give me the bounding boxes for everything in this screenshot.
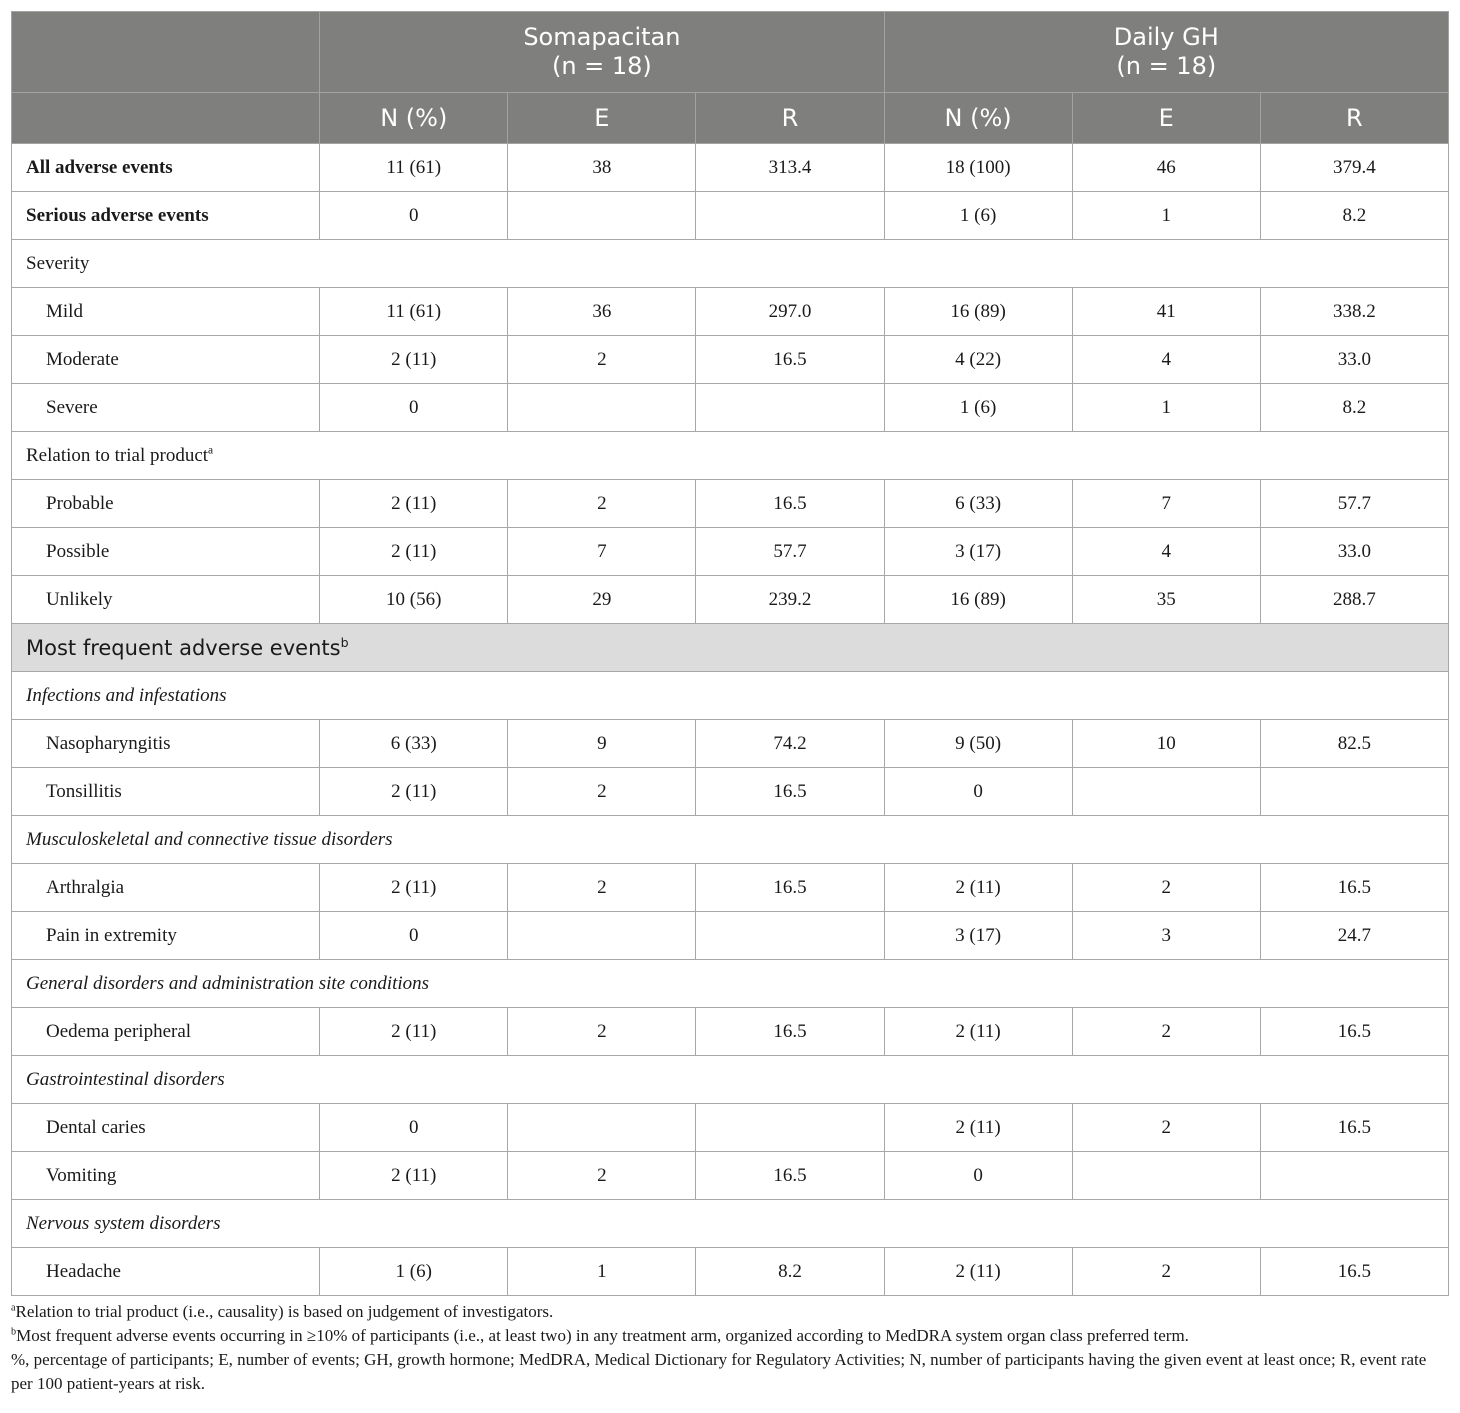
row-label-text: Tonsillitis — [46, 780, 122, 802]
table-cell: 6 (33) — [884, 480, 1072, 528]
footnote — [11, 1300, 1449, 1324]
row-label-text: Mild — [46, 300, 83, 322]
row-label — [12, 144, 320, 192]
table-cell: 0 — [884, 768, 1072, 816]
footnote — [11, 1324, 1449, 1348]
group-n: (n = 18) — [1116, 52, 1217, 80]
table-row — [12, 432, 1449, 480]
table-cell: 338.2 — [1260, 288, 1448, 336]
row-label — [12, 768, 320, 816]
table-footnotes — [11, 1300, 1449, 1396]
row-label — [12, 432, 1449, 480]
row-label — [12, 1056, 1449, 1104]
table-cell — [1260, 1152, 1448, 1200]
column-header: N (%) — [320, 93, 508, 144]
group-name: Somapacitan — [523, 23, 681, 51]
table-cell: 24.7 — [1260, 912, 1448, 960]
column-header-row — [12, 93, 1449, 144]
table-row — [12, 1152, 1449, 1200]
column-header: N (%) — [884, 93, 1072, 144]
table-row — [12, 864, 1449, 912]
table-row — [12, 768, 1449, 816]
row-label — [12, 816, 1449, 864]
table-cell: 2 (11) — [884, 1104, 1072, 1152]
table-cell: 16 (89) — [884, 288, 1072, 336]
table-row — [12, 672, 1449, 720]
row-label-text: Pain in extremity — [46, 924, 177, 946]
table-row — [12, 384, 1449, 432]
table-cell: 2 (11) — [884, 1008, 1072, 1056]
table-cell: 2 (11) — [320, 864, 508, 912]
table-cell: 16.5 — [696, 480, 884, 528]
row-label-text: Moderate — [46, 348, 119, 370]
table-cell: 2 — [508, 768, 696, 816]
table-row — [12, 192, 1449, 240]
table-cell: 0 — [320, 1104, 508, 1152]
row-label — [12, 240, 1449, 288]
column-header: E — [1072, 93, 1260, 144]
row-label — [12, 192, 320, 240]
column-header: R — [1260, 93, 1448, 144]
table-cell: 2 — [508, 1008, 696, 1056]
table-cell — [1072, 768, 1260, 816]
table-cell — [696, 1104, 884, 1152]
table-row — [12, 1200, 1449, 1248]
table-cell: 9 (50) — [884, 720, 1072, 768]
table-cell: 2 (11) — [320, 528, 508, 576]
table-cell: 1 — [1072, 192, 1260, 240]
table-row — [12, 336, 1449, 384]
table-cell: 2 — [508, 336, 696, 384]
table-cell: 0 — [884, 1152, 1072, 1200]
table-row — [12, 144, 1449, 192]
row-label — [12, 528, 320, 576]
table-row — [12, 960, 1449, 1008]
table-cell: 16.5 — [1260, 1248, 1448, 1296]
table-cell: 2 (11) — [320, 1152, 508, 1200]
table-cell: 11 (61) — [320, 288, 508, 336]
row-label-text: Possible — [46, 540, 110, 562]
table-row — [12, 528, 1449, 576]
table-cell: 3 (17) — [884, 912, 1072, 960]
footnote-marker: a — [208, 444, 214, 457]
row-label — [12, 624, 1449, 672]
group-n: (n = 18) — [551, 52, 652, 80]
table-cell: 16.5 — [696, 1008, 884, 1056]
footnote — [11, 1348, 1449, 1396]
row-label-text: Severe — [46, 396, 98, 418]
row-label-text: Oedema peripheral — [46, 1020, 192, 1042]
row-label — [12, 864, 320, 912]
table-cell — [696, 384, 884, 432]
table-cell: 29 — [508, 576, 696, 624]
row-label — [12, 576, 320, 624]
table-cell: 1 (6) — [320, 1248, 508, 1296]
table-cell: 46 — [1072, 144, 1260, 192]
table-cell: 2 (11) — [320, 768, 508, 816]
table-cell — [508, 384, 696, 432]
table-cell: 2 — [1072, 1248, 1260, 1296]
row-label — [12, 720, 320, 768]
column-header: E — [508, 93, 696, 144]
table-cell: 8.2 — [696, 1248, 884, 1296]
row-label-text: Relation to trial product — [26, 444, 209, 466]
row-label — [12, 1200, 1449, 1248]
row-label — [12, 1104, 320, 1152]
table-cell — [696, 192, 884, 240]
table-cell: 7 — [508, 528, 696, 576]
row-label-text: Most frequent adverse events — [26, 635, 341, 660]
table-cell: 1 — [508, 1248, 696, 1296]
row-label-text: All adverse events — [26, 156, 173, 178]
table-cell: 10 — [1072, 720, 1260, 768]
row-label — [12, 480, 320, 528]
table-cell — [508, 1104, 696, 1152]
table-cell: 11 (61) — [320, 144, 508, 192]
row-label — [12, 912, 320, 960]
footnote-marker: b — [340, 634, 349, 650]
table-cell: 1 (6) — [884, 192, 1072, 240]
table-cell: 4 (22) — [884, 336, 1072, 384]
row-label-text: Infections and infestations — [26, 684, 227, 706]
row-label-text: Probable — [46, 492, 114, 514]
table-cell: 2 (11) — [320, 336, 508, 384]
table-cell: 8.2 — [1260, 384, 1448, 432]
adverse-events-table — [11, 11, 1449, 1296]
table-cell: 2 — [1072, 1008, 1260, 1056]
table-cell: 16.5 — [696, 336, 884, 384]
table-cell: 16.5 — [1260, 1008, 1448, 1056]
table-cell: 38 — [508, 144, 696, 192]
table-cell: 3 — [1072, 912, 1260, 960]
footnote-text: %, percentage of participants; E, number of events; GH, growth hormone; MedDRA, Medical Dictionary for Regulatory Activities; N, number of participants having the given event at least once; R, event rate per 100 patient-years at risk. — [11, 1350, 1427, 1393]
table-cell: 16.5 — [1260, 864, 1448, 912]
table-cell — [1072, 1152, 1260, 1200]
table-cell: 2 (11) — [884, 1248, 1072, 1296]
row-label-text: Arthralgia — [46, 876, 125, 898]
table-cell: 4 — [1072, 528, 1260, 576]
table-cell — [1260, 768, 1448, 816]
table-row — [12, 1248, 1449, 1296]
group-header-daily-gh — [884, 12, 1448, 93]
table-cell: 18 (100) — [884, 144, 1072, 192]
table-row — [12, 1056, 1449, 1104]
header-blank-cell — [12, 93, 320, 144]
table-cell: 239.2 — [696, 576, 884, 624]
table-cell: 82.5 — [1260, 720, 1448, 768]
table-row — [12, 624, 1449, 672]
table-cell: 16.5 — [696, 1152, 884, 1200]
table-cell: 2 — [1072, 1104, 1260, 1152]
table-row — [12, 1008, 1449, 1056]
row-label-text: Vomiting — [46, 1164, 117, 1186]
table-cell: 10 (56) — [320, 576, 508, 624]
table-cell: 36 — [508, 288, 696, 336]
table-cell: 313.4 — [696, 144, 884, 192]
table-cell: 297.0 — [696, 288, 884, 336]
group-name: Daily GH — [1113, 23, 1219, 51]
table-header — [12, 12, 1449, 144]
table-row — [12, 912, 1449, 960]
table-row — [12, 576, 1449, 624]
row-label — [12, 1152, 320, 1200]
header-corner-cell — [12, 12, 320, 93]
row-label — [12, 1008, 320, 1056]
table-cell: 0 — [320, 912, 508, 960]
table-cell: 2 — [1072, 864, 1260, 912]
table-cell: 2 — [508, 864, 696, 912]
table-row — [12, 240, 1449, 288]
row-label — [12, 384, 320, 432]
table-cell: 57.7 — [696, 528, 884, 576]
row-label — [12, 960, 1449, 1008]
table-cell: 16.5 — [1260, 1104, 1448, 1152]
table-cell: 8.2 — [1260, 192, 1448, 240]
table-cell: 1 (6) — [884, 384, 1072, 432]
table-cell — [508, 192, 696, 240]
table-cell: 0 — [320, 192, 508, 240]
table-cell: 0 — [320, 384, 508, 432]
table-cell: 16 (89) — [884, 576, 1072, 624]
row-label-text: Nervous system disorders — [26, 1212, 221, 1234]
table-cell: 288.7 — [1260, 576, 1448, 624]
table-row — [12, 816, 1449, 864]
row-label — [12, 336, 320, 384]
table-cell: 1 — [1072, 384, 1260, 432]
row-label — [12, 672, 1449, 720]
table-row — [12, 288, 1449, 336]
table-cell: 2 — [508, 1152, 696, 1200]
table-cell: 6 (33) — [320, 720, 508, 768]
footnote-marker: b — [11, 1326, 17, 1338]
table-cell — [508, 912, 696, 960]
table-cell: 7 — [1072, 480, 1260, 528]
table-cell: 35 — [1072, 576, 1260, 624]
row-label — [12, 288, 320, 336]
group-header-somapacitan — [320, 12, 884, 93]
table-cell: 379.4 — [1260, 144, 1448, 192]
group-header-row — [12, 12, 1449, 93]
table-row — [12, 480, 1449, 528]
footnote-text: Relation to trial product (i.e., causality) is based on judgement of investigators. — [15, 1302, 554, 1321]
row-label-text: Dental caries — [46, 1116, 146, 1138]
table-cell: 33.0 — [1260, 336, 1448, 384]
table-cell: 16.5 — [696, 768, 884, 816]
table-cell: 33.0 — [1260, 528, 1448, 576]
table-cell: 16.5 — [696, 864, 884, 912]
footnote-marker: a — [11, 1302, 16, 1314]
table-cell: 2 (11) — [884, 864, 1072, 912]
table-cell: 2 (11) — [320, 480, 508, 528]
table-cell: 74.2 — [696, 720, 884, 768]
row-label-text: Musculoskeletal and connective tissue disorders — [26, 828, 393, 850]
row-label-text: Unlikely — [46, 588, 113, 610]
row-label-text: Nasopharyngitis — [46, 732, 171, 754]
table-cell: 2 (11) — [320, 1008, 508, 1056]
row-label-text: General disorders and administration site conditions — [26, 972, 430, 994]
table-cell: 9 — [508, 720, 696, 768]
adverse-events-table-container — [11, 11, 1449, 1396]
table-cell: 3 (17) — [884, 528, 1072, 576]
table-cell — [696, 912, 884, 960]
row-label-text: Gastrointestinal disorders — [26, 1068, 225, 1090]
row-label-text: Serious adverse events — [26, 204, 209, 226]
table-cell: 2 — [508, 480, 696, 528]
footnote-text: Most frequent adverse events occurring in ≥10% of participants (i.e., at least two) in any treatment arm, organized according to MedDRA system organ class preferred term. — [16, 1326, 1189, 1345]
table-body — [12, 144, 1449, 1296]
column-header: R — [696, 93, 884, 144]
table-cell: 41 — [1072, 288, 1260, 336]
table-row — [12, 720, 1449, 768]
row-label-text: Headache — [46, 1260, 121, 1282]
row-label-text: Severity — [26, 252, 90, 274]
table-row — [12, 1104, 1449, 1152]
table-cell: 57.7 — [1260, 480, 1448, 528]
table-cell: 4 — [1072, 336, 1260, 384]
row-label — [12, 1248, 320, 1296]
